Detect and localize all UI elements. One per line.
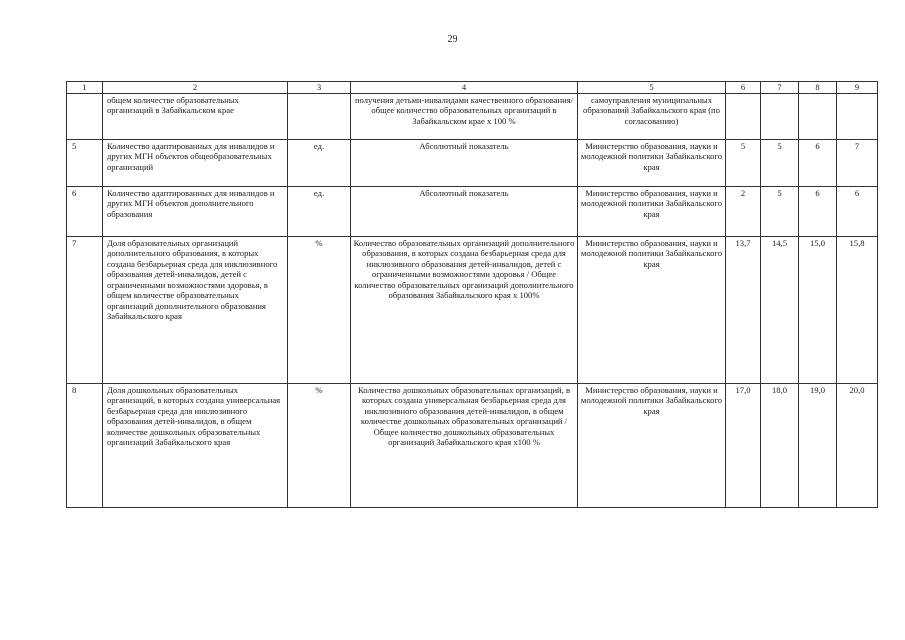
header-cell: 7 (761, 82, 799, 94)
indicator-name: Доля дошкольных образовательных организаций, в которых создана универсальная безбарьерная среда для инклюзивного образования детей-инвалидов, в общем количестве дошкольных образовательных организаций Забайкальского края (103, 383, 288, 507)
header-cell: 6 (726, 82, 761, 94)
calculation-method: Абсолютный показатель (351, 186, 578, 236)
row-number: 5 (67, 139, 103, 186)
calculation-method: Абсолютный показатель (351, 139, 578, 186)
table-row (67, 186, 878, 236)
responsible: Министерство образования, науки и молодежной политики Забайкальского края (578, 236, 726, 383)
value-cell: 6 (799, 186, 837, 236)
indicators-table (66, 81, 878, 508)
value-cell: 19,0 (799, 383, 837, 507)
page-number: 29 (447, 34, 458, 45)
header-cell: 1 (67, 82, 103, 94)
header-cell: 8 (799, 82, 837, 94)
value-cell: 5 (726, 139, 761, 186)
value-cell (726, 93, 761, 139)
calculation-method: Количество дошкольных образовательных организаций, в которых создана универсальная безбарьерная среда для инклюзивного образования детей-инвалидов, в общем количестве дошкольных образовательных организаций / Общее количество дошкольных образовательных организаций Забайкальского края х100 % (351, 383, 578, 507)
value-cell: 15,0 (799, 236, 837, 383)
indicator-name: Доля образовательных организаций дополнительного образования, в которых создана безбарьерная среда для инклюзивного образования детей-инвалидов, детей с ограниченными возможностями здоровья, в общем количестве образовательных организаций дополнительного образования Забайкальского края (103, 236, 288, 383)
calculation-method: Количество образовательных организаций дополнительного образования, в которых создана безбарьерная среда для инклюзивного образования детей-инвалидов, детей с ограниченными возможностями здоровья / Общее количество образовательных организаций дополнительного образования Забайкальского края х 100% (351, 236, 578, 383)
responsible: самоуправления муниципальных образований Забайкальского края (по согласованию) (578, 93, 726, 139)
indicator-name: общем количестве образовательных организаций в Забайкальском крае (103, 93, 288, 139)
value-cell: 2 (726, 186, 761, 236)
value-cell: 5 (761, 186, 799, 236)
value-cell: 14,5 (761, 236, 799, 383)
table-row (67, 236, 878, 383)
value-cell (761, 93, 799, 139)
row-number: 7 (67, 236, 103, 383)
header-cell: 5 (578, 82, 726, 94)
value-cell: 15,8 (837, 236, 878, 383)
unit (288, 93, 351, 139)
value-cell: 18,0 (761, 383, 799, 507)
indicator-name: Количество адаптированных для инвалидов и других МГН объектов общеобразовательных организаций (103, 139, 288, 186)
header-cell: 4 (351, 82, 578, 94)
value-cell: 20,0 (837, 383, 878, 507)
responsible: Министерство образования, науки и молодежной политики Забайкальского края (578, 139, 726, 186)
unit: % (288, 383, 351, 507)
indicator-name: Количество адаптированных для инвалидов и других МГН объектов дополнительного образования (103, 186, 288, 236)
unit: % (288, 236, 351, 383)
value-cell: 5 (761, 139, 799, 186)
table-row (67, 139, 878, 186)
value-cell: 7 (837, 139, 878, 186)
value-cell (837, 93, 878, 139)
row-number: 6 (67, 186, 103, 236)
unit: ед. (288, 139, 351, 186)
calculation-method: получения детьми-инвалидами качественного образования/ общее количество образовательных организаций в Забайкальском крае х 100 % (351, 93, 578, 139)
value-cell: 6 (799, 139, 837, 186)
value-cell: 13,7 (726, 236, 761, 383)
row-number (67, 93, 103, 139)
header-cell: 2 (103, 82, 288, 94)
header-cell: 3 (288, 82, 351, 94)
row-number: 8 (67, 383, 103, 507)
header-cell: 9 (837, 82, 878, 94)
responsible: Министерство образования, науки и молодежной политики Забайкальского края (578, 186, 726, 236)
unit: ед. (288, 186, 351, 236)
responsible: Министерство образования, науки и молодежной политики Забайкальского края (578, 383, 726, 507)
table-header-row (67, 82, 878, 94)
table-row (67, 93, 878, 139)
value-cell (799, 93, 837, 139)
value-cell: 6 (837, 186, 878, 236)
table-row (67, 383, 878, 507)
value-cell: 17,0 (726, 383, 761, 507)
